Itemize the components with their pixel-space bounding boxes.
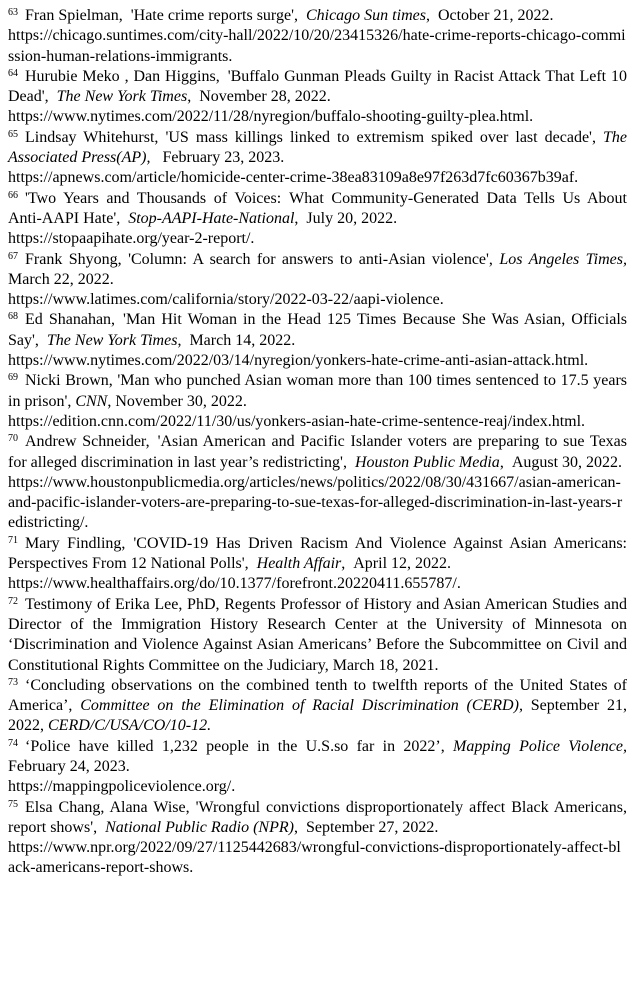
footnote-text (8, 738, 627, 775)
footnote-segment: Mapping Police Violence, (453, 737, 628, 755)
footnote-segment: Testimony of Erika Lee, PhD, Regents Professor of History and Asian American Studies and Director of the Immigration History Research Center at the University of Minnesota on ‘Discrimination and Violence Against Asian Americans’ Before the Subcommittee on Civil and Constitutional Rights Committee on the Judiciary, March 18, 2021. (8, 595, 627, 674)
footnote-segment: The Associated Press(AP), (8, 128, 627, 167)
footnote-number: 68 (8, 311, 18, 323)
footnote-text (8, 68, 627, 105)
footnote-segment: , March 14, 2022. (177, 331, 296, 349)
footnote-entry (8, 6, 627, 67)
footnote-entry (8, 676, 627, 737)
footnote-segment: ‘Concluding observations on the combined tenth to twelfth reports of the United States of America’, (8, 676, 627, 715)
footnote-url: https://www.npr.org/2022/09/27/1125442683/wrongful-convictions-disproportionately-affect-black-americans-report-shows. (8, 839, 621, 877)
footnote-url: https://stopaapihate.org/year-2-report/. (8, 230, 255, 248)
footnote-segment: , November 30, 2022. (107, 392, 247, 410)
footnote-segment: The New York Times (56, 88, 188, 106)
footnote-segment: , November 28, 2022. (187, 88, 331, 106)
footnote-url: https://www.latimes.com/california/story/2022-03-22/aapi-violence. (8, 291, 444, 309)
footnote-segment: September 21, 2022, (8, 697, 628, 735)
footnote-text (8, 535, 627, 572)
footnote-segment: Ed Shanahan, 'Man Hit Woman in the Head 125 Times Because She Was Asian, Officials Say', (8, 311, 627, 349)
footnote-number: 72 (8, 595, 18, 607)
footnote-segment: Lindsay Whitehurst, 'US mass killings linked to extremism spiked over last decade', (25, 128, 603, 146)
footnote-segment: Elsa Chang, Alana Wise, 'Wrongful convictions disproportionately affect Black Americans, report shows', (8, 798, 627, 836)
footnote-entry (8, 189, 627, 250)
footnote-segment: , July 20, 2022. (294, 209, 398, 227)
footnote-text (8, 372, 627, 409)
footnote-segment: CNN (75, 392, 108, 410)
footnote-text (8, 677, 627, 735)
footnote-segment: CERD/C/USA/CO/10-12. (48, 717, 212, 735)
footnote-number: 75 (8, 798, 18, 810)
footnote-segment: February 24, 2023. (8, 757, 130, 775)
footnote-segment: February 23, 2023. (150, 149, 285, 167)
footnote-segment: March 22, 2022. (8, 270, 114, 288)
footnote-segment: 'Two Years and Thousands of Voices: What Community-Generated Data Tells Us About Anti-AAPI Hate', (8, 189, 627, 227)
footnote-entry (8, 371, 627, 432)
footnote-entry (8, 310, 627, 371)
footnote-segment: Hurubie Meko , Dan Higgins, 'Buffalo Gunman Pleads Guilty in Racist Attack That Left 10 Dead', (8, 67, 627, 106)
footnote-list (8, 6, 627, 879)
footnote-segment: Chicago Sun times (305, 7, 426, 24)
footnote-entry (8, 67, 627, 128)
footnote-text (8, 433, 627, 470)
footnote-entry (8, 737, 627, 798)
footnote-number: 63 (8, 7, 18, 18)
footnote-number: 73 (8, 676, 18, 688)
footnote-text (8, 596, 627, 674)
footnote-segment: , April 12, 2022. (341, 555, 452, 573)
footnote-number: 71 (8, 534, 18, 546)
footnote-segment: , August 30, 2022. (499, 453, 623, 471)
footnote-url: https://www.healthaffairs.org/do/10.1377/forefront.20220411.655787/. (8, 575, 461, 593)
footnote-segment: Los Angeles Times, (499, 250, 627, 268)
footnote-entry (8, 798, 627, 879)
footnote-segment: ‘Police have killed 1,232 people in the U.S.so far in 2022’, (25, 737, 453, 755)
footnote-number: 70 (8, 433, 18, 445)
footnote-text (8, 129, 627, 166)
footnote-entry (8, 250, 627, 311)
footnote-segment: Health Affair (256, 555, 342, 573)
footnote-entry (8, 595, 627, 676)
footnote-url: https://www.nytimes.com/2022/03/14/nyregion/yonkers-hate-crime-anti-asian-attack.html. (8, 352, 589, 370)
footnote-url: https://chicago.suntimes.com/city-hall/2022/10/20/23415326/hate-crime-reports-chicago-commission-human-relations-immigrants. (8, 27, 626, 65)
footnote-number: 66 (8, 189, 18, 201)
footnote-number: 67 (8, 250, 18, 262)
footnote-text (8, 190, 627, 227)
footnote-segment: Andrew Schneider, 'Asian American and Pacific Islander voters are preparing to sue Texas for alleged discrimination in last year’s redistricting', (8, 433, 627, 471)
footnote-number: 69 (8, 372, 18, 384)
footnote-segment: , September 27, 2022. (293, 818, 439, 836)
footnote-url: https://edition.cnn.com/2022/11/30/us/yonkers-asian-hate-crime-sentence-reaj/index.html. (8, 412, 586, 430)
footnote-url: https://mappingpoliceviolence.org/. (8, 778, 236, 796)
footnote-segment: Committee on the Elimination of Racial Discrimination (CERD), (80, 697, 523, 715)
footnote-segment: Houston Public Media (354, 453, 500, 471)
footnote-number: 74 (8, 737, 18, 749)
footnote-segment: The New York Times (46, 331, 178, 349)
footnote-url: https://www.houstonpublicmedia.org/articles/news/politics/2022/08/30/431667/asian-american-and-pacific-islander-voters-are-preparing-to-sue-texas-for-alleged-discrimination-in-last-years-redistricting/. (8, 473, 623, 532)
footnote-number: 64 (8, 67, 18, 79)
footnote-url: https://www.nytimes.com/2022/11/28/nyregion/buffalo-shooting-guilty-plea.html. (8, 108, 534, 126)
footnote-segment: Stop-AAPI-Hate-National (128, 209, 295, 227)
footnote-segment: , October 21, 2022. (425, 7, 554, 24)
footnote-entry (8, 534, 627, 595)
footnote-text (8, 311, 627, 348)
footnote-number: 65 (8, 128, 18, 140)
footnote-segment: National Public Radio (NPR) (105, 818, 294, 836)
footnote-segment: Nicki Brown, 'Man who punched Asian woman more than 100 times sentenced to 17.5 years in prison', (8, 372, 627, 410)
footnote-segment: Mary Findling, 'COVID-19 Has Driven Racism And Violence Against Asian Americans: Perspectives From 12 National Polls', (8, 534, 627, 573)
footnote-text (25, 7, 553, 24)
footnote-text (8, 799, 627, 836)
footnote-text (8, 251, 627, 288)
footnote-url: https://apnews.com/article/homicide-center-crime-38ea83109a8e97f263d7fc60367b39af. (8, 169, 579, 187)
footnote-segment: Fran Spielman, 'Hate crime reports surge', (25, 7, 306, 24)
footnote-segment: Frank Shyong, 'Column: A search for answers to anti-Asian violence', (25, 250, 500, 268)
footnote-entry (8, 432, 627, 533)
footnote-entry (8, 128, 627, 189)
